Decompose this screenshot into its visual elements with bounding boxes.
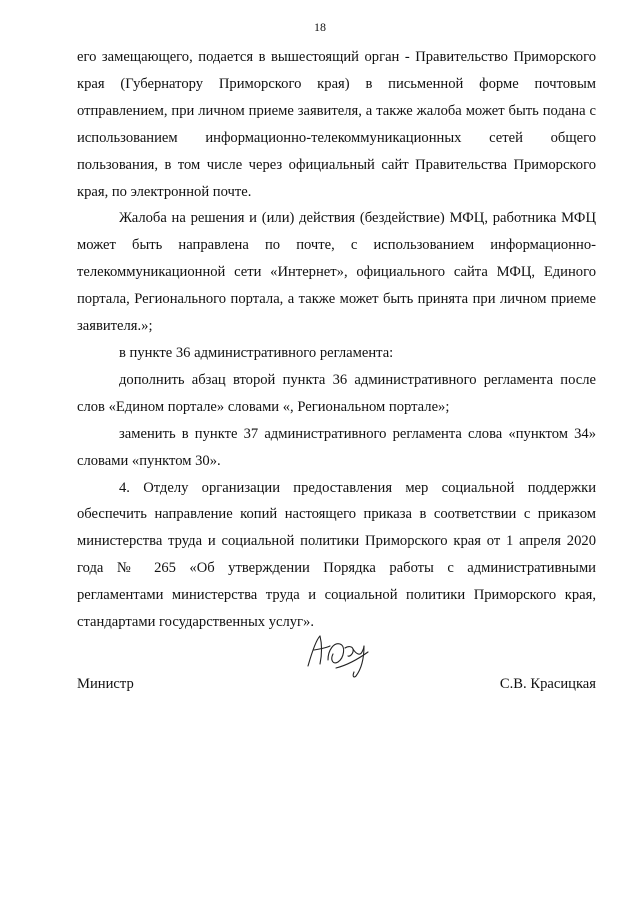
paragraph: заменить в пункте 37 административного регламента слова «пунктом 34» словами «пунктом 30». [77, 425, 596, 469]
paragraph: Жалоба на решения и (или) действия (бездействие) МФЦ, работника МФЦ может быть направлена по почте, с использованием информационно-телекоммуникационной сети «Интернет», официального сайта МФЦ, Единого портала, Регионального портала, а также может быть принята при личном приеме заявителя.»; [77, 210, 596, 335]
document-body [77, 44, 596, 636]
paragraph: дополнить абзац второй пункта 36 административного регламента после слов «Едином портале» словами «, Региональном портале»; [77, 371, 596, 415]
handwritten-signature [300, 622, 380, 682]
signer-name: С.В. Красицкая [499, 676, 596, 692]
signer-position: Министр [77, 676, 134, 692]
page-number: 18 [314, 20, 326, 34]
paragraph: в пункте 36 административного регламента: [119, 344, 394, 361]
paragraph: 4. Отделу организации предоставления мер социальной поддержки обеспечить направление копий настоящего приказа в соответствии с приказом министерства труда и социальной политики Приморского края от 1 апреля 2020 года № 265 «Об утверждении Порядка работы с административными регламентами министерства труда и социальной политики Приморского края, стандартами государственных услуг». [77, 479, 596, 631]
paragraph: его замещающего, подается в вышестоящий орган - Правительство Приморского края (Губернатору Приморского края) в письменной форме почтовым отправлением, при личном приеме заявителя, а также жалоба может быть подана с использованием информационно-телекоммуникационных сетей общего пользования, в том числе через официальный сайт Правительства Приморского края, по электронной почте. [77, 49, 596, 200]
